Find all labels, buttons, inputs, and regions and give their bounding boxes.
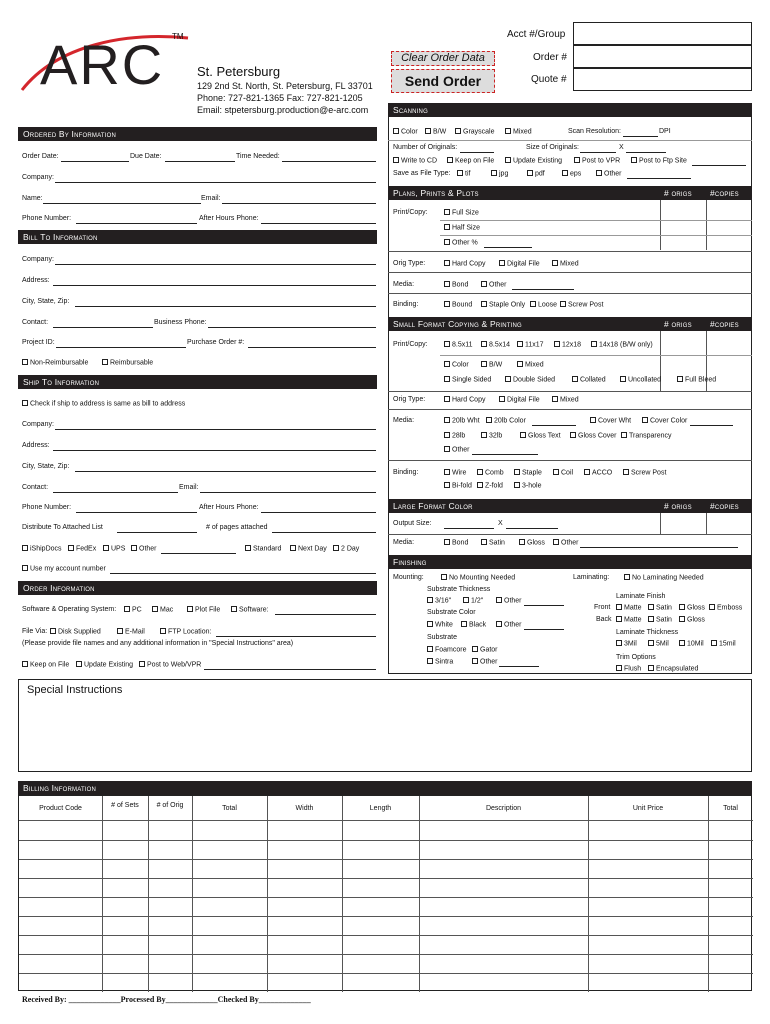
table-row[interactable] — [19, 973, 753, 992]
cover-color-field[interactable] — [690, 425, 733, 426]
email-checkbox[interactable]: E-Mail — [117, 628, 145, 636]
small-media-other-checkbox[interactable]: Other — [444, 446, 470, 454]
thick-other-checkbox[interactable]: Other — [496, 597, 522, 605]
substrate-other-checkbox[interactable]: Other — [472, 658, 498, 666]
scan-resolution-label: Scan Resolution: — [568, 128, 621, 135]
order-date-label: Order Date: — [22, 153, 59, 160]
ship-after-hours-label: After Hours Phone: — [199, 504, 259, 511]
ship-other-checkbox[interactable]: Other — [131, 545, 157, 553]
output-size-label: Output Size: — [393, 520, 432, 527]
small-media-label: Media: — [393, 417, 415, 424]
company-field[interactable] — [55, 182, 376, 183]
size-originals-height[interactable] — [626, 152, 666, 153]
white-checkbox[interactable]: White — [427, 621, 453, 629]
billing-col-header: Description — [485, 805, 521, 812]
bill-contact-label: Contact: — [22, 319, 49, 326]
ship-contact-label: Contact: — [22, 484, 49, 491]
ship-address-field[interactable] — [53, 450, 376, 451]
coil-checkbox[interactable]: Coil — [553, 469, 573, 477]
back-label: Back — [596, 616, 612, 623]
foamcore-checkbox[interactable]: Foamcore — [427, 646, 467, 654]
order-info-header: Order Information — [18, 581, 377, 595]
transparency-checkbox[interactable]: Transparency — [621, 432, 672, 440]
scan-color-checkbox[interactable]: Color — [393, 128, 418, 136]
business-phone-label: Business Phone: — [154, 319, 207, 326]
full-size-checkbox[interactable]: Full Size — [444, 209, 479, 217]
staple-only-checkbox[interactable]: Staple Only — [481, 301, 525, 309]
ship-email-field[interactable] — [200, 492, 376, 493]
staple-checkbox[interactable]: Staple — [514, 469, 542, 477]
plans-bound-checkbox[interactable]: Bound — [444, 301, 472, 309]
plans-digital-checkbox[interactable]: Digital File — [499, 260, 540, 268]
plans-origtype-label: Orig Type: — [393, 260, 426, 267]
output-x-label: X — [498, 520, 503, 527]
size-85x14-checkbox[interactable]: 8.5x14 — [481, 341, 510, 349]
size-x-label: X — [619, 144, 624, 151]
table-row[interactable] — [19, 935, 753, 954]
back-matte-checkbox[interactable]: Matte — [616, 616, 642, 624]
pdf-checkbox[interactable]: pdf — [527, 170, 545, 178]
table-row[interactable] — [19, 916, 753, 935]
distribute-label: Distribute To Attached List — [22, 524, 103, 531]
three-hole-checkbox[interactable]: 3-hole — [514, 482, 541, 490]
time-needed-field[interactable] — [282, 161, 376, 162]
front-emboss-checkbox[interactable]: Emboss — [709, 604, 742, 612]
finishing-header: Finishing — [388, 555, 752, 569]
plot-file-checkbox[interactable]: Plot File — [187, 606, 220, 614]
front-satin-checkbox[interactable]: Satin — [648, 604, 672, 612]
billing-col-header: Product Code — [39, 805, 82, 812]
update-existing-checkbox[interactable]: Update Existing — [76, 661, 133, 669]
jpg-checkbox[interactable]: jpg — [491, 170, 508, 178]
back-satin-checkbox[interactable]: Satin — [648, 616, 672, 624]
collated-checkbox[interactable]: Collated — [572, 376, 606, 384]
ordered-by-header: Ordered By Information — [18, 127, 377, 141]
fedex-checkbox[interactable]: FedEx — [68, 545, 96, 553]
size-14x18-checkbox[interactable]: 14x18 (B/W only) — [591, 341, 653, 349]
small-printcopy-label: Print/Copy: — [393, 341, 428, 348]
write-cd-checkbox[interactable]: Write to CD — [393, 157, 437, 165]
order-number-field[interactable] — [573, 45, 752, 68]
ship-phone-field[interactable] — [76, 512, 197, 513]
mil5-checkbox[interactable]: 5Mil — [648, 640, 669, 648]
scan-grayscale-checkbox[interactable]: Grayscale — [455, 128, 495, 136]
billing-col-header: # of Orig — [156, 802, 184, 809]
size-11x17-checkbox[interactable]: 11x17 — [517, 341, 544, 349]
ship-phone-label: Phone Number: — [22, 504, 72, 511]
large-satin-checkbox[interactable]: Satin — [481, 539, 505, 547]
substrate-color-label: Substrate Color — [427, 609, 476, 616]
billing-col-header: Total — [723, 805, 738, 812]
pages-attached-field[interactable] — [272, 532, 376, 533]
ship-contact-field[interactable] — [53, 492, 178, 493]
ftp-site-field[interactable] — [692, 165, 746, 166]
mac-checkbox[interactable]: Mac — [152, 606, 173, 614]
bi-fold-checkbox[interactable]: Bi-fold — [444, 482, 472, 490]
scan-update-checkbox[interactable]: Update Existing — [505, 157, 562, 165]
branch-email: Email: stpetersburg.production@e-arc.com — [197, 105, 369, 115]
ship-to-header: Ship To Information — [18, 375, 377, 389]
acct-group-label: Acct #/Group — [507, 29, 566, 40]
output-width-field[interactable] — [444, 528, 494, 529]
ship-company-label: Company: — [22, 421, 54, 428]
ship-other-field[interactable] — [161, 553, 236, 554]
logo-text: ARC — [40, 33, 165, 96]
special-instructions-box[interactable] — [18, 679, 752, 772]
plans-hardcopy-checkbox[interactable]: Hard Copy — [444, 260, 485, 268]
cover-color-checkbox[interactable]: Cover Color — [642, 417, 687, 425]
due-date-field[interactable] — [165, 161, 235, 162]
footer-signatures: Received By: _____________Processed By_____________Checked By_____________ — [22, 995, 311, 1004]
thick-316-checkbox[interactable]: 3/16" — [427, 597, 451, 605]
table-row[interactable] — [19, 859, 753, 878]
post-vpr-checkbox[interactable]: Post to VPR — [574, 157, 620, 165]
ishipdocs-checkbox[interactable]: iShipDocs — [22, 545, 62, 553]
phone-field[interactable] — [76, 223, 197, 224]
encapsulated-checkbox[interactable]: Encapsulated — [648, 665, 698, 673]
file-names-note: (Please provide file names and any additional information in "Special Instructions" area) — [22, 640, 294, 647]
special-instructions-title: Special Instructions — [27, 684, 123, 696]
non-reimbursable-checkbox[interactable]: Non-Reimbursable — [22, 359, 88, 367]
mil10-checkbox[interactable]: 10Mil — [679, 640, 704, 648]
branch-name: St. Petersburg — [197, 64, 281, 79]
same-as-bill-checkbox[interactable]: Check if ship to address is same as bill to address — [22, 400, 185, 408]
uncollated-checkbox[interactable]: Uncollated — [620, 376, 661, 384]
front-matte-checkbox[interactable]: Matte — [616, 604, 642, 612]
no-laminating-checkbox[interactable]: No Laminating Needed — [624, 574, 704, 582]
z-fold-checkbox[interactable]: Z-fold — [477, 482, 503, 490]
front-label: Front — [594, 604, 611, 611]
small-format-header: Small Format Copying & Printing # origs #copies — [388, 317, 752, 331]
account-number-field[interactable] — [110, 573, 376, 574]
scan-other-checkbox[interactable]: Other — [596, 170, 622, 178]
large-other-field[interactable] — [580, 547, 738, 548]
cover-wht-checkbox[interactable]: Cover Wht — [590, 417, 631, 425]
table-row[interactable] — [19, 878, 753, 897]
name-label: Name: — [22, 195, 43, 202]
double-sided-checkbox[interactable]: Double Sided — [505, 376, 555, 384]
clear-order-button[interactable] — [391, 51, 495, 66]
laminate-finish-label: Laminate Finish — [616, 593, 666, 600]
ship-after-hours-field[interactable] — [261, 512, 376, 513]
purchase-order-field[interactable] — [248, 347, 376, 348]
clear-order-label: Clear Order Data — [401, 52, 485, 64]
ship-address-label: Address: — [22, 442, 50, 449]
bill-city-field[interactable] — [75, 306, 376, 307]
scanning-header: Scanning — [388, 103, 752, 117]
send-order-label: Send Order — [404, 73, 482, 89]
scan-mixed-checkbox[interactable]: Mixed — [505, 128, 532, 136]
mounting-label: Mounting: — [393, 574, 424, 581]
software-os-label: Software & Operating System: — [22, 606, 117, 613]
small-origtype-label: Orig Type: — [393, 396, 426, 403]
tif-checkbox[interactable]: tif — [457, 170, 470, 178]
plans-bond-checkbox[interactable]: Bond — [444, 281, 468, 289]
table-row[interactable] — [19, 954, 753, 973]
billing-header: Billing Information — [18, 781, 752, 795]
lb28-checkbox[interactable]: 28lb — [444, 432, 465, 440]
post-web-vpr-checkbox[interactable]: Post to Web/VPR — [139, 661, 201, 669]
billing-col-header: Total — [222, 805, 237, 812]
lb32-checkbox[interactable]: 32lb — [481, 432, 502, 440]
scan-bw-checkbox[interactable]: B/W — [425, 128, 446, 136]
after-hours-field[interactable] — [261, 223, 376, 224]
trim-options-label: Trim Options — [616, 654, 656, 661]
comb-checkbox[interactable]: Comb — [477, 469, 504, 477]
post-web-field[interactable] — [204, 669, 376, 670]
plans-other-checkbox[interactable]: Other — [481, 281, 507, 289]
table-row[interactable] — [19, 897, 753, 916]
ship-city-label: City, State, Zip: — [22, 463, 70, 470]
branch-phone: Phone: 727-821-1365 Fax: 727-821-1205 — [197, 93, 363, 103]
billing-table — [18, 795, 752, 991]
small-binding-label: Binding: — [393, 469, 419, 476]
ship-city-field[interactable] — [75, 471, 376, 472]
plans-mixed-checkbox[interactable]: Mixed — [552, 260, 579, 268]
single-sided-checkbox[interactable]: Single Sided — [444, 376, 491, 384]
bill-to-header: Bill To Information — [18, 230, 377, 244]
flush-checkbox[interactable]: Flush — [616, 665, 641, 673]
scan-keep-checkbox[interactable]: Keep on File — [447, 157, 494, 165]
distribute-field[interactable] — [117, 532, 197, 533]
small-color-checkbox[interactable]: Color — [444, 361, 469, 369]
large-gloss-checkbox[interactable]: Gloss — [519, 539, 545, 547]
substrate-other-field[interactable] — [499, 666, 539, 667]
trademark: TM — [172, 32, 184, 41]
bill-company-field[interactable] — [55, 264, 376, 265]
standard-checkbox[interactable]: Standard — [245, 545, 281, 553]
wht-20lb-checkbox[interactable]: 20lb Wht — [444, 417, 480, 425]
quote-number-label: Quote # — [531, 74, 567, 85]
eps-checkbox[interactable]: eps — [562, 170, 581, 178]
disk-supplied-checkbox[interactable]: Disk Supplied — [50, 628, 101, 636]
send-order-button[interactable] — [391, 69, 495, 93]
front-gloss-checkbox[interactable]: Gloss — [679, 604, 705, 612]
back-gloss-checkbox[interactable]: Gloss — [679, 616, 705, 624]
loose-checkbox[interactable]: Loose — [530, 301, 557, 309]
small-screw-checkbox[interactable]: Screw Post — [623, 469, 666, 477]
arc-logo — [18, 24, 198, 96]
ship-email-label: Email: — [179, 484, 199, 491]
other-percent-field[interactable] — [484, 247, 532, 248]
other-percent-checkbox[interactable]: Other % — [444, 239, 478, 247]
reimbursable-checkbox[interactable]: Reimbursable — [102, 359, 153, 367]
plans-header: Plans, Prints & Plots # origs #copies — [388, 186, 752, 200]
laminating-label: Laminating: — [573, 574, 610, 581]
bill-contact-field[interactable] — [53, 327, 153, 328]
half-size-checkbox[interactable]: Half Size — [444, 224, 480, 232]
large-other-checkbox[interactable]: Other — [553, 539, 579, 547]
bill-address-field[interactable] — [53, 285, 376, 286]
small-hardcopy-checkbox[interactable]: Hard Copy — [444, 396, 485, 404]
software-field[interactable] — [275, 614, 376, 615]
sintra-checkbox[interactable]: Sintra — [427, 658, 453, 666]
color-20lb-field[interactable] — [532, 425, 576, 426]
dpi-label: DPI — [659, 128, 671, 135]
small-digital-checkbox[interactable]: Digital File — [499, 396, 540, 404]
size-12x18-checkbox[interactable]: 12x18 — [554, 341, 581, 349]
billing-col-header: Unit Price — [632, 805, 664, 812]
business-phone-field[interactable] — [208, 327, 376, 328]
billing-col-header: Length — [369, 805, 392, 812]
software-checkbox[interactable]: Software: — [231, 606, 269, 614]
mil3-checkbox[interactable]: 3Mil — [616, 640, 637, 648]
save-as-label: Save as File Type: — [393, 170, 451, 177]
table-row[interactable] — [19, 840, 753, 859]
bill-company-label: Company: — [22, 256, 54, 263]
size-85x11-checkbox[interactable]: 8.5x11 — [444, 341, 473, 349]
substrate-label: Substrate — [427, 634, 457, 641]
size-originals-label: Size of Originals: — [526, 144, 579, 151]
purchase-order-label: Purchase Order #: — [187, 339, 245, 346]
company-label: Company: — [22, 174, 54, 181]
large-media-label: Media: — [393, 539, 415, 546]
email-field[interactable] — [222, 203, 376, 204]
ups-checkbox[interactable]: UPS — [103, 545, 125, 553]
bill-city-label: City, State, Zip: — [22, 298, 70, 305]
branch-address: 129 2nd St. North, St. Petersburg, FL 33701 — [197, 81, 373, 91]
time-needed-label: Time Needed: — [236, 153, 280, 160]
next-day-checkbox[interactable]: Next Day — [290, 545, 327, 553]
name-field[interactable] — [43, 203, 201, 204]
plans-screw-checkbox[interactable]: Screw Post — [560, 301, 603, 309]
plans-binding-label: Binding: — [393, 301, 419, 308]
large-format-header: Large Format Color # origs #copies — [388, 499, 752, 513]
after-hours-label: After Hours Phone: — [199, 215, 259, 222]
color-20lb-checkbox[interactable]: 20lb Color — [486, 417, 526, 425]
order-date-field[interactable] — [61, 161, 129, 162]
plans-printcopy-label: Print/Copy: — [393, 209, 428, 216]
no-mounting-checkbox[interactable]: No Mounting Needed — [441, 574, 515, 582]
acco-checkbox[interactable]: ACCO — [584, 469, 612, 477]
acct-group-field[interactable] — [573, 22, 752, 45]
file-via-label: File Via: — [22, 628, 48, 635]
small-bw-checkbox[interactable]: B/W — [481, 361, 502, 369]
thick-other-field[interactable] — [524, 605, 564, 606]
ftp-location-field[interactable] — [216, 636, 376, 637]
full-bleed-checkbox[interactable]: Full Bleed — [677, 376, 716, 384]
gloss-text-checkbox[interactable]: Gloss Text — [520, 432, 561, 440]
laminate-thickness-label: Laminate Thickness — [616, 629, 679, 636]
output-height-field[interactable] — [506, 528, 558, 529]
small-mixed-checkbox[interactable]: Mixed — [517, 361, 544, 369]
project-id-field[interactable] — [56, 347, 186, 348]
small-origmixed-checkbox[interactable]: Mixed — [552, 396, 579, 404]
keep-on-file-checkbox[interactable]: Keep on File — [22, 661, 69, 669]
project-id-label: Project ID: — [22, 339, 55, 346]
ship-company-field[interactable] — [55, 429, 376, 430]
scan-other-field[interactable] — [627, 178, 691, 179]
size-originals-width[interactable] — [580, 152, 616, 153]
billing-col-header: # of Sets — [111, 802, 139, 809]
scan-resolution-field[interactable] — [623, 136, 658, 137]
thick-12-checkbox[interactable]: 1/2" — [463, 597, 483, 605]
pc-checkbox[interactable]: PC — [124, 606, 142, 614]
num-originals-field[interactable] — [460, 152, 494, 153]
two-day-checkbox[interactable]: 2 Day — [333, 545, 359, 553]
due-date-label: Due Date: — [130, 153, 162, 160]
plans-media-other-field[interactable] — [512, 289, 574, 290]
table-row[interactable] — [19, 820, 753, 840]
ftp-location-checkbox[interactable]: FTP Location: — [160, 628, 211, 636]
mil15-checkbox[interactable]: 15mil — [711, 640, 736, 648]
black-checkbox[interactable]: Black — [461, 621, 486, 629]
email-label: Email: — [201, 195, 221, 202]
color-other-checkbox[interactable]: Other — [496, 621, 522, 629]
gator-checkbox[interactable]: Gator — [472, 646, 498, 654]
bill-address-label: Address: — [22, 277, 50, 284]
quote-number-field[interactable] — [573, 68, 752, 91]
color-other-field[interactable] — [524, 629, 564, 630]
gloss-cover-checkbox[interactable]: Gloss Cover — [570, 432, 617, 440]
wire-checkbox[interactable]: Wire — [444, 469, 466, 477]
billing-col-header: Width — [295, 805, 314, 812]
post-ftp-checkbox[interactable]: Post to Ftp Site — [631, 157, 687, 165]
phone-label: Phone Number: — [22, 215, 72, 222]
small-media-other-field[interactable] — [472, 454, 538, 455]
pages-attached-label: # of pages attached — [206, 524, 268, 531]
plans-media-label: Media: — [393, 281, 415, 288]
order-number-label: Order # — [533, 52, 567, 63]
num-originals-label: Number of Originals: — [393, 144, 458, 151]
large-bond-checkbox[interactable]: Bond — [444, 539, 468, 547]
substrate-thickness-label: Substrate Thickness — [427, 586, 491, 593]
use-account-checkbox[interactable]: Use my account number — [22, 565, 106, 573]
